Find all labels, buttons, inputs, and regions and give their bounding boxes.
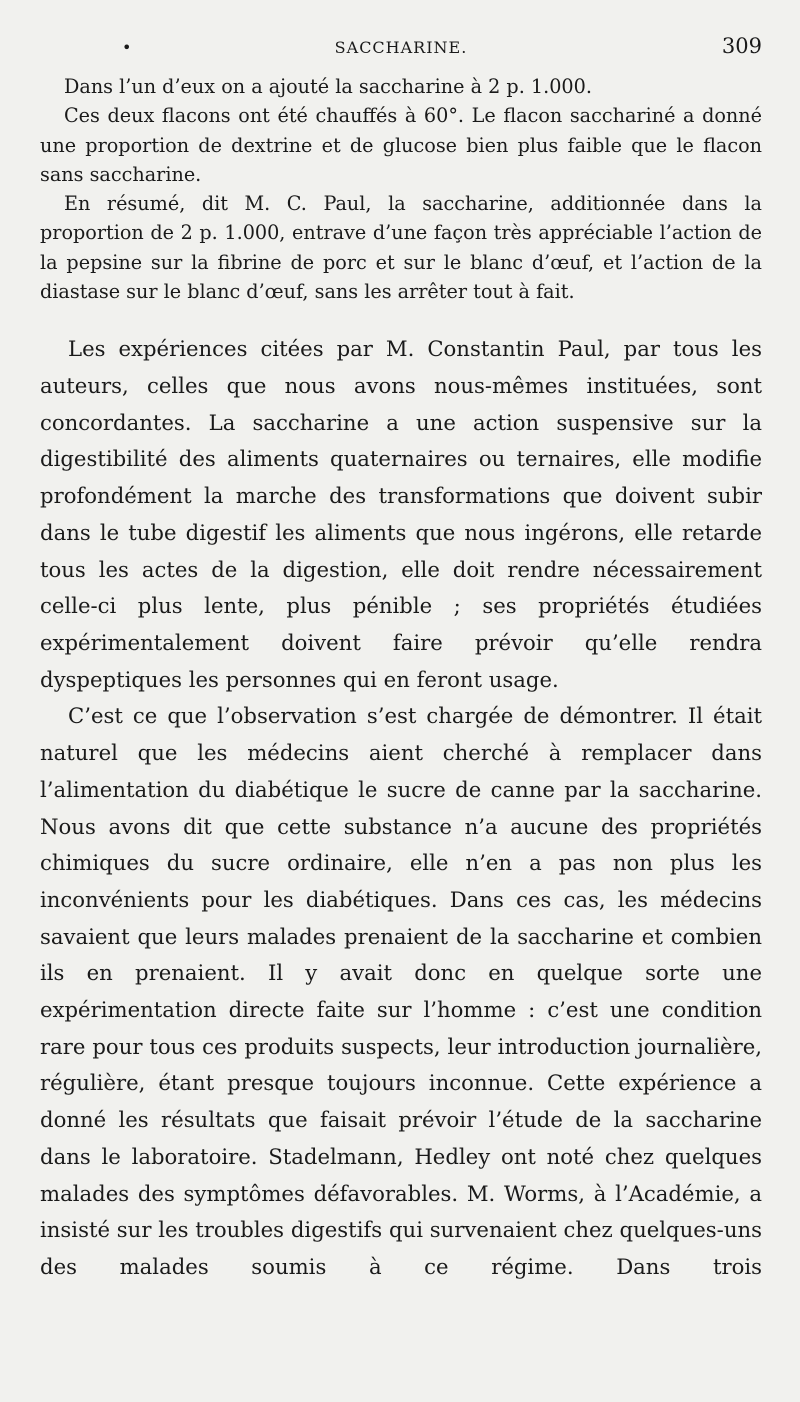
running-head [40, 30, 762, 72]
running-head-dot: • [122, 38, 132, 57]
page-number: 309 [721, 34, 762, 58]
paragraph-small-1: Dans l’un d’eux on a ajouté la saccharine à 2 p. 1.000. [64, 75, 592, 98]
section-gap [40, 306, 762, 331]
paragraph-small-2: Ces deux flacons ont été chauffés à 60°. Le flacon sacchariné a donné une proportion de dextrine et de glucose bien plus faible que le flacon sans saccharine. [40, 104, 762, 186]
paragraph-large-1: Les expériences citées par M. Constantin Paul, par tous les auteurs, celles que nous avons nous-mêmes instituées, sont concordantes. La saccharine a une action suspensive sur la digestibilité des aliments quaternaires ou ternaires, elle modifie profondément la marche des transformations que doivent subir dans le tube digestif les aliments que nous ingérons, elle retarde tous les actes de la digestion, elle doit rendre nécessairement celle-ci plus lente, plus pénible ; ses propriétés étudiées expérimentalement doivent faire prévoir qu’elle rendra dyspeptiques les personnes qui en feront usage. [40, 336, 762, 692]
paragraph-large-2: C’est ce que l’observation s’est chargée de démontrer. Il était naturel que les médecins aient cherché à remplacer dans l’alimentation du diabétique le sucre de canne par la saccharine. Nous avons dit que cette substance n’a aucune des propriétés chimiques du sucre ordinaire, elle n’en a pas non plus les inconvénients pour les diabétiques. Dans ces cas, les médecins savaient que leurs malades prenaient de la saccharine et combien ils en prenaient. Il y avait donc en quelque sorte une expérimentation directe faite sur l’homme : c’est une condition rare pour tous ces produits suspects, leur introduction journalière, régulière, étant presque toujours inconnue. Cette expérience a donné les résultats que faisait prévoir l’étude de la saccharine dans le laboratoire. Stadelmann, Hedley ont noté chez quelques malades des symptômes défavorables. M. Worms, à l’Académie, a insisté sur les troubles digestifs qui survenaient chez quelques-uns des malades soumis à ce régime. Dans trois [40, 703, 762, 1279]
running-head-title: SACCHARINE. [334, 38, 468, 57]
small-print-section [40, 72, 762, 306]
main-text-section [40, 331, 762, 1285]
paragraph-small-3: En résumé, dit M. C. Paul, la saccharine, additionnée dans la proportion de 2 p. 1.000, entrave d’une façon très appréciable l’action de la pepsine sur la fibrine de porc et sur le blanc d’œuf, et l’action de la diastase sur le blanc d’œuf, sans les arrêter tout à fait. [40, 192, 762, 304]
